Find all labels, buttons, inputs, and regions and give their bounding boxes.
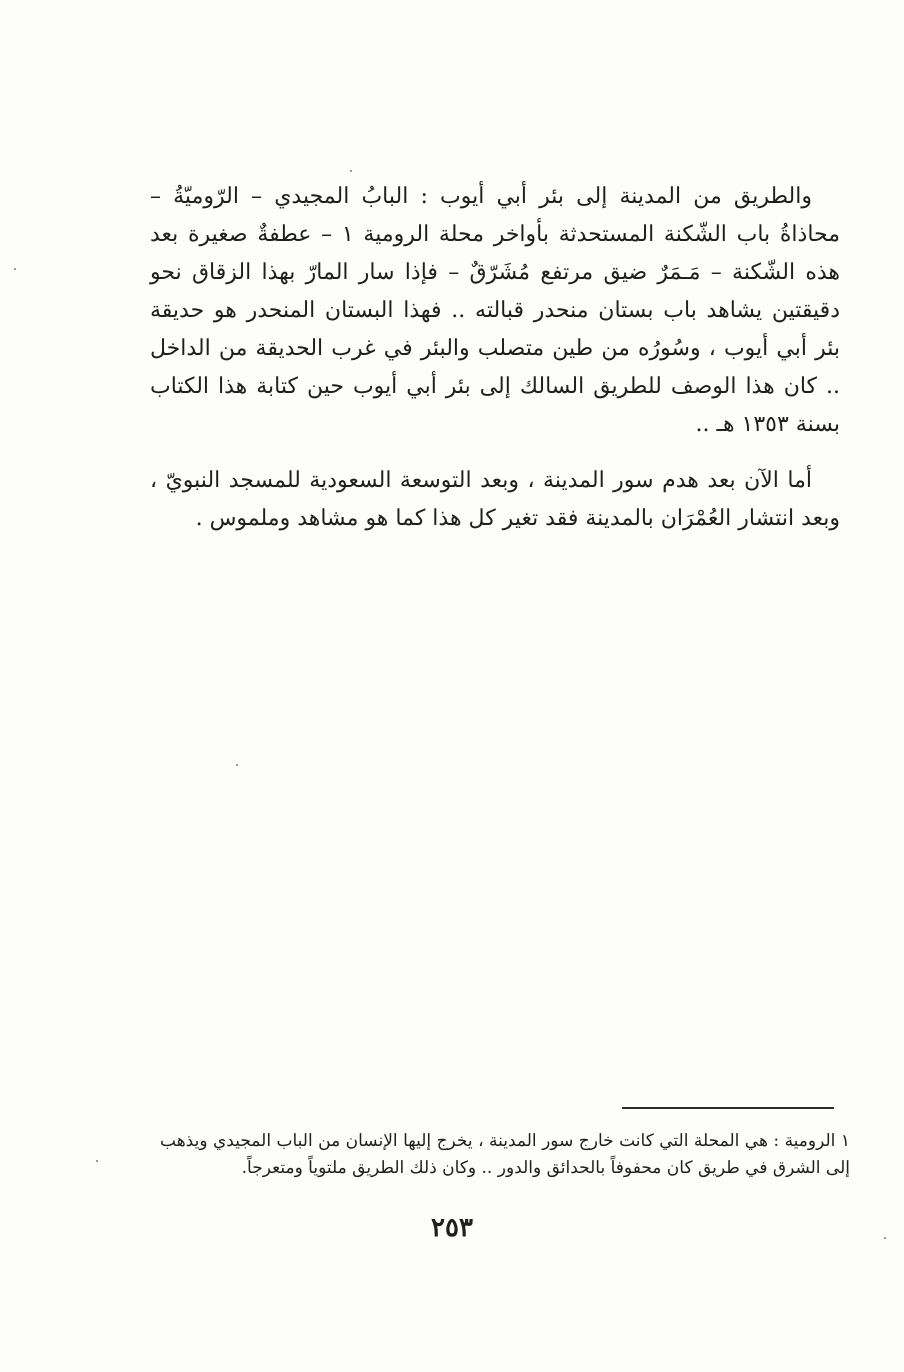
footnotes: [160, 1128, 850, 1182]
body-text: [150, 178, 840, 538]
paragraph-route-description: والطريق من المدينة إلى بئر أبي أيوب : البابُ المجيدي – الرّوميّةُ – محاذاةُ باب الشّكنة المستحدثة بأواخر محلة الرومية ١ – عطفةٌ صغيرة بعد هذه الشّكنة – مَـمَرٌ ضيق مرتفع مُشَرّقٌ – فإذا سار المارّ بهذا الزقاق نحو دقيقتين يشاهد باب بستان منحدر قبالته .. فهذا البستان المنحدر هو حديقة بئر أبي أيوب ، وسُورُه من طين متصلب والبئر في غرب الحديقة من الداخل .. كان هذا الوصف للطريق السالك إلى بئر أبي أيوب حين كتابة هذا الكتاب بسنة ١٣٥٣ هـ ..: [150, 184, 841, 437]
scan-speck: [14, 268, 16, 270]
scan-speck: [236, 764, 238, 766]
paragraph-current-state: أما الآن بعد هدم سور المدينة ، وبعد التوسعة السعودية للمسجد النبويّ ، وبعد انتشار العُمْرَان بالمدينة فقد تغير كل هذا كما هو مشاهد وملموس .: [150, 468, 840, 531]
footnote-separator: [622, 1107, 834, 1109]
footnote-1: ١ الرومية : هي المحلة التي كانت خارج سور المدينة ، يخرج إليها الإنسان من الباب المجيدي ويذهب إلى الشرق في طريق كان محفوفاً بالحدائق والدور .. وكان ذلك الطريق ملتوياً ومتعرجاً.: [160, 1131, 850, 1178]
scan-speck: [884, 1237, 886, 1239]
scan-speck: [96, 1160, 98, 1162]
scan-speck: [350, 170, 352, 172]
page-number: ٢٥٣: [431, 1213, 473, 1243]
